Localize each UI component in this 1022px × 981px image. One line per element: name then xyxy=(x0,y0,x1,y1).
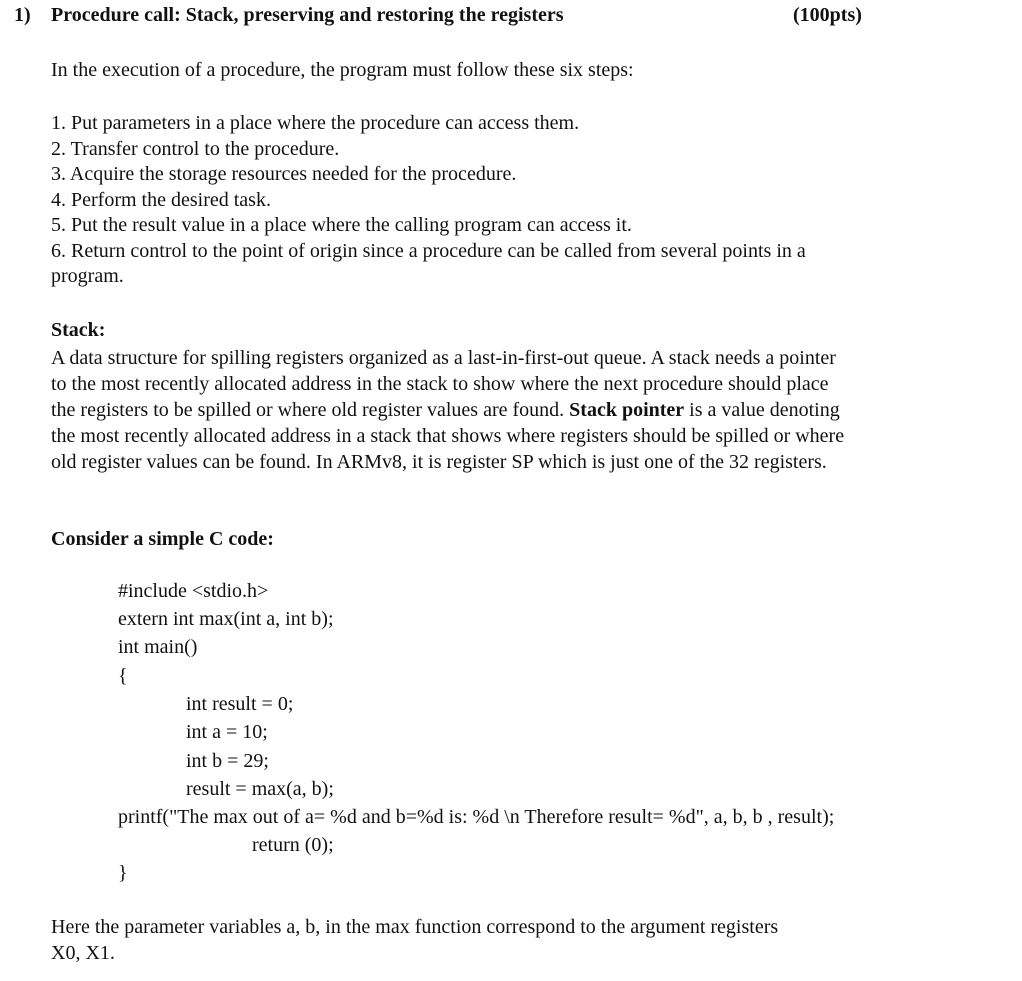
step-6: 6. Return control to the point of origin since a procedure can be called from several points in a xyxy=(51,239,806,262)
step-6-continued: program. xyxy=(51,265,124,287)
code-line-b-decl: int b = 29; xyxy=(186,750,269,772)
stack-pointer-term: Stack pointer xyxy=(569,399,685,421)
code-line-close-brace: } xyxy=(118,862,128,884)
stack-line-3-start: the registers to be spilled or where old register values are found. xyxy=(51,399,570,421)
step-2: 2. Transfer control to the procedure. xyxy=(51,137,340,160)
footer-text xyxy=(51,914,778,966)
stack-line-3-end: is a value denoting xyxy=(684,399,840,421)
code-line-max-call: result = max(a, b); xyxy=(186,778,334,800)
question-title: Procedure call: Stack, preserving and restoring the registers xyxy=(51,4,564,26)
stack-definition xyxy=(51,345,844,475)
footer-line-2: X0, X1. xyxy=(51,942,115,964)
code-line-open-brace: { xyxy=(118,665,128,687)
code-line-result-decl: int result = 0; xyxy=(186,693,294,715)
code-line-main: int main() xyxy=(118,636,198,658)
step-3: 3. Acquire the storage resources needed for the procedure. xyxy=(51,163,517,185)
stack-heading: Stack: xyxy=(51,319,106,341)
stack-line-2: to the most recently allocated address in the stack to show where the next procedure should place xyxy=(51,373,829,395)
code-line-printf: printf("The max out of a= %d and b=%d is: %d \n Therefore result= %d", a, b, b , result); xyxy=(118,806,835,828)
code-line-return: return (0); xyxy=(252,834,334,856)
code-heading: Consider a simple C code: xyxy=(51,528,274,550)
stack-line-5: old register values can be found. In ARMv8, it is register SP which is just one of the 32 registers. xyxy=(51,451,827,473)
steps-list xyxy=(51,111,806,290)
step-4: 4. Perform the desired task. xyxy=(51,188,271,211)
code-line-extern: extern int max(int a, int b); xyxy=(118,608,334,630)
code-line-a-decl: int a = 10; xyxy=(186,721,268,743)
stack-line-1: A data structure for spilling registers organized as a last-in-first-out queue. A stack needs a pointer xyxy=(51,347,836,369)
stack-line-3 xyxy=(51,397,844,423)
step-1: 1. Put parameters in a place where the procedure can access them. xyxy=(51,112,580,134)
code-line-include: #include <stdio.h> xyxy=(118,580,269,602)
question-number: 1) xyxy=(14,4,31,26)
footer-line-1: Here the parameter variables a, b, in the max function correspond to the argument registers xyxy=(51,916,779,938)
step-5: 5. Put the result value in a place where the calling program can access it. xyxy=(51,214,632,236)
stack-line-4: the most recently allocated address in a stack that shows where registers should be spilled or where xyxy=(51,425,845,447)
question-points: (100pts) xyxy=(793,4,862,26)
intro-text: In the execution of a procedure, the program must follow these six steps: xyxy=(51,59,634,81)
